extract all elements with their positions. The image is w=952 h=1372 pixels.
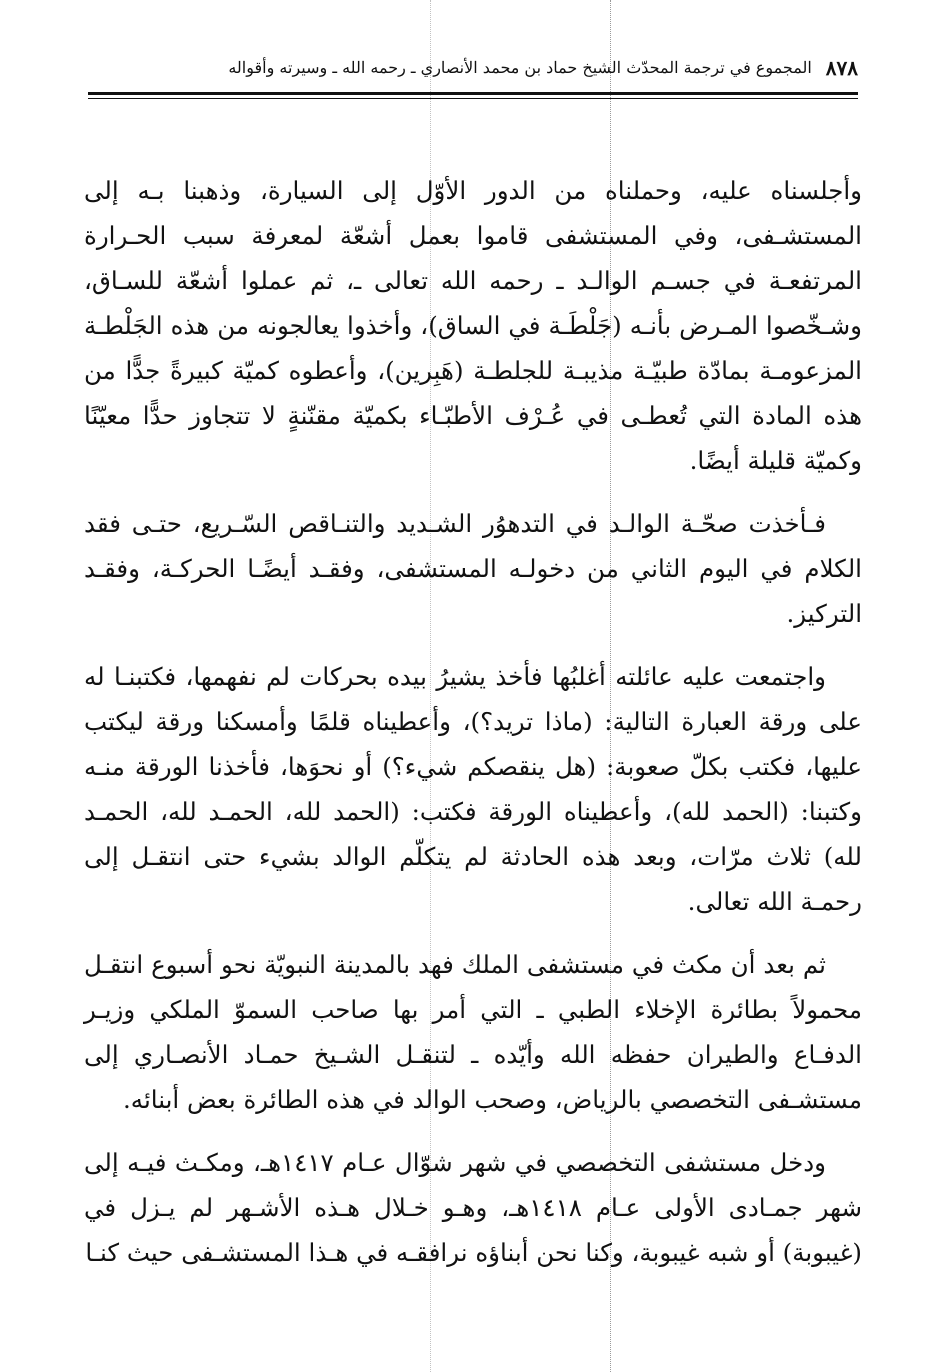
paragraph: فـأخذت صحّـة الوالـد في التدهوُر الشـديد والتنـاقص السّـريع، حتـى فقد الكلام في اليوم الثاني من دخولـه المستشفى، وفقـد أيضًـا الحركـة، وفقـد التركيز. — [84, 509, 862, 628]
paragraph: ودخل مستشفى التخصصي في شهر شوّال عـام ١٤١٧هـ، ومكـث فيـه إلى شهر جمـادى الأولى عـام ١٤١٨هـ، وهـو خـلال هـذه الأشـهر لم يـزل في (غيبوبة) أو شبه غيبوبة، وكنا نحن أبناؤه نرافقـه في هـذا المستشـفى حيث كنـا — [84, 1148, 862, 1267]
body-text — [84, 168, 862, 1293]
header-rule-thin — [88, 98, 858, 99]
paragraph: وأجلسناه عليه، وحملناه من الدور الأوّل إلى السيارة، وذهبنا بـه إلى المستشـفى، وفي المستشفى قاموا بعمل أشعّة لمعرفة سبب الحـرارة المرتفعـة في جسـم الوالـد ـ رحمه الله تعالى ـ، ثم عملوا أشعّة للسـاق، وشـخّصوا المـرض بأنـه (جَلْطَـة في الساق)، وأخذوا يعالجونه من هذه الجَلْطـة المزعومـة بمادّة طبيّـة مذيبـة للجلطـة (هَبِرين)، وأعطوه كميّة كبيرةً جدًّا من هذه المادة التي تُعطـى في عُـرْف الأطبّـاء بكميّة مقنّنةٍ لا تتجاوز حدًّا معيّنًا وكميّة قليلة أيضًا. — [84, 176, 862, 475]
paragraph: واجتمعت عليه عائلته أغلبُها فأخذ يشيرُ بيده بحركات لم نفهمها، فكتبنـا له على ورقة العبارة التالية: (ماذا تريد؟)، وأعطيناه قلمًا وأمسكنا ورقة ليكتب عليها، فكتب بكلّ صعوبة: (هل ينقصكم شيء؟) أو نحوَها، فأخذنا الورقة منـه وكتبنا: (الحمد لله)، وأعطيناه الورقة فكتب: (الحمد لله، الحمـد لله، الحمـد لله) ثلاث مرّات، وبعد هذه الحادثة لم يتكلّم الوالد بشيء حتى انتقـل إلى رحمـة الله تعالى. — [84, 662, 862, 916]
paragraph: ثم بعد أن مكث في مستشفى الملك فهد بالمدينة النبويّة نحو أسبوع انتقـل محمولاً بطائرة الإخلاء الطبي ـ التي أمر بها صاحب السموّ الملكي وزيـر الدفـاع والطيران حفظه الله وأيّده ـ لتنقـل الشـيخ حمـاد الأنصـاري إلى مستشـفى التخصصي بالرياض، وصحب الوالد في هذه الطائرة بعض أبنائه. — [84, 950, 862, 1114]
header-rule — [88, 92, 858, 95]
running-title: المجموع في ترجمة المحدّث الشيخ حماد بن محمد الأنصاري ـ رحمه الله ـ وسيرته وأقواله — [228, 58, 812, 77]
page-header — [88, 40, 858, 80]
page-number: ٨٧٨ — [825, 56, 858, 80]
